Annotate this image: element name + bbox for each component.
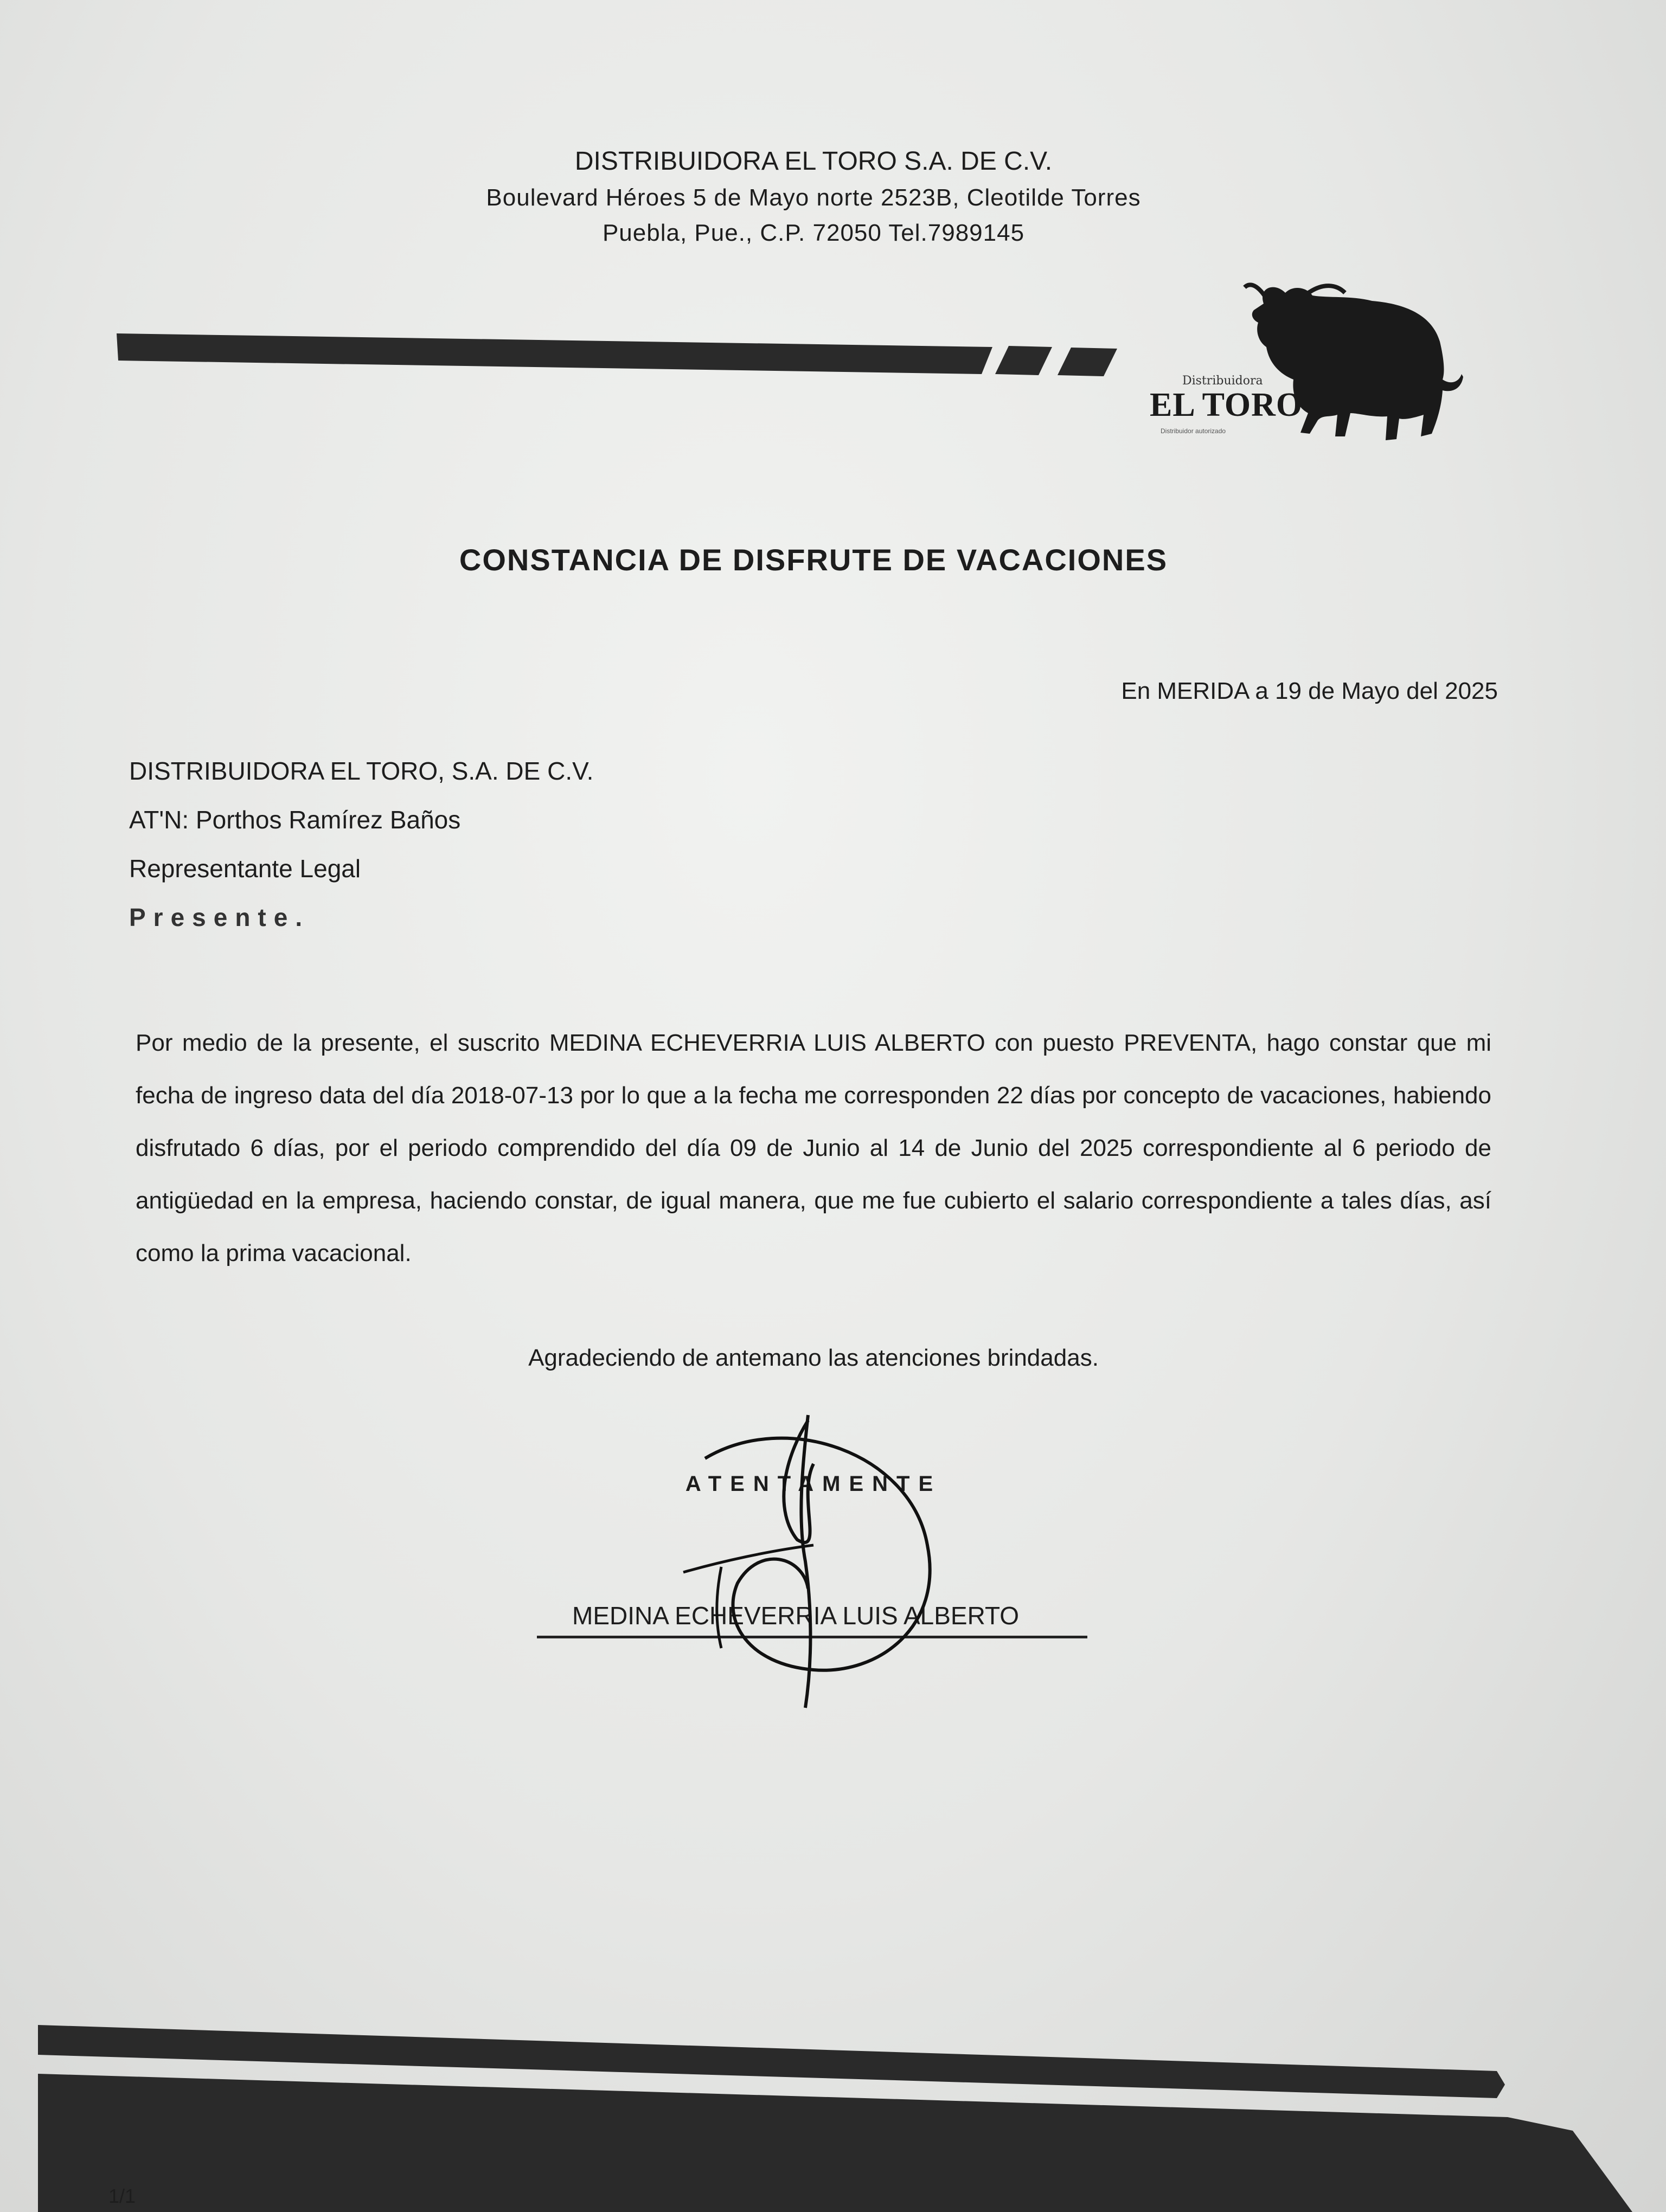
header-company: DISTRIBUIDORA EL TORO S.A. DE C.V.	[574, 147, 1053, 176]
signer-name: MEDINA ECHEVERRIA LUIS ALBERTO	[572, 1602, 1020, 1630]
date-line: En MERIDA a 19 de Mayo del 2025	[1121, 678, 1498, 704]
header-city-phone: Puebla, Pue., C.P. 72050 Tel.7989145	[602, 220, 1025, 246]
body-paragraph: Por medio de la presente, el suscrito MEDINA ECHEVERRIA LUIS ALBERTO con puesto PREVENTA, hago constar que mi fecha de ingreso data del día 2018-07-13 por lo que a la fecha me corresponden 22 días por concepto de vacaciones, habiendo disfrutado 6 días, por el periodo comprendido del día 09 de Junio al 14 de Junio del 2025 correspondiente al 6 periodo de antigüedad en la empresa, haciendo constar, de igual manera, que me fue cubierto el salario correspondiente a tales días, así como la prima vacacional.	[136, 1030, 1491, 1266]
recipient-role: Representante Legal	[129, 854, 361, 883]
header-address: Boulevard Héroes 5 de Mayo norte 2523B, Cleotilde Torres	[486, 184, 1141, 211]
page-number: 1/1	[108, 2185, 136, 2207]
logo-tagline: Distribuidor autorizado	[1161, 427, 1226, 435]
logo-small-text: Distribuidora	[1182, 374, 1263, 388]
recipient-company: DISTRIBUIDORA EL TORO, S.A. DE C.V.	[129, 757, 594, 785]
recipient-attention: AT'N: Porthos Ramírez Baños	[129, 806, 461, 834]
salutation: ATENTAMENTE	[685, 1472, 942, 1496]
recipient-presente: Presente.	[129, 903, 310, 931]
logo-brand: EL TORO	[1150, 387, 1303, 423]
closing-line: Agradeciendo de antemano las atenciones brindadas.	[528, 1345, 1099, 1371]
document-title: CONSTANCIA DE DISFRUTE DE VACACIONES	[459, 543, 1168, 577]
